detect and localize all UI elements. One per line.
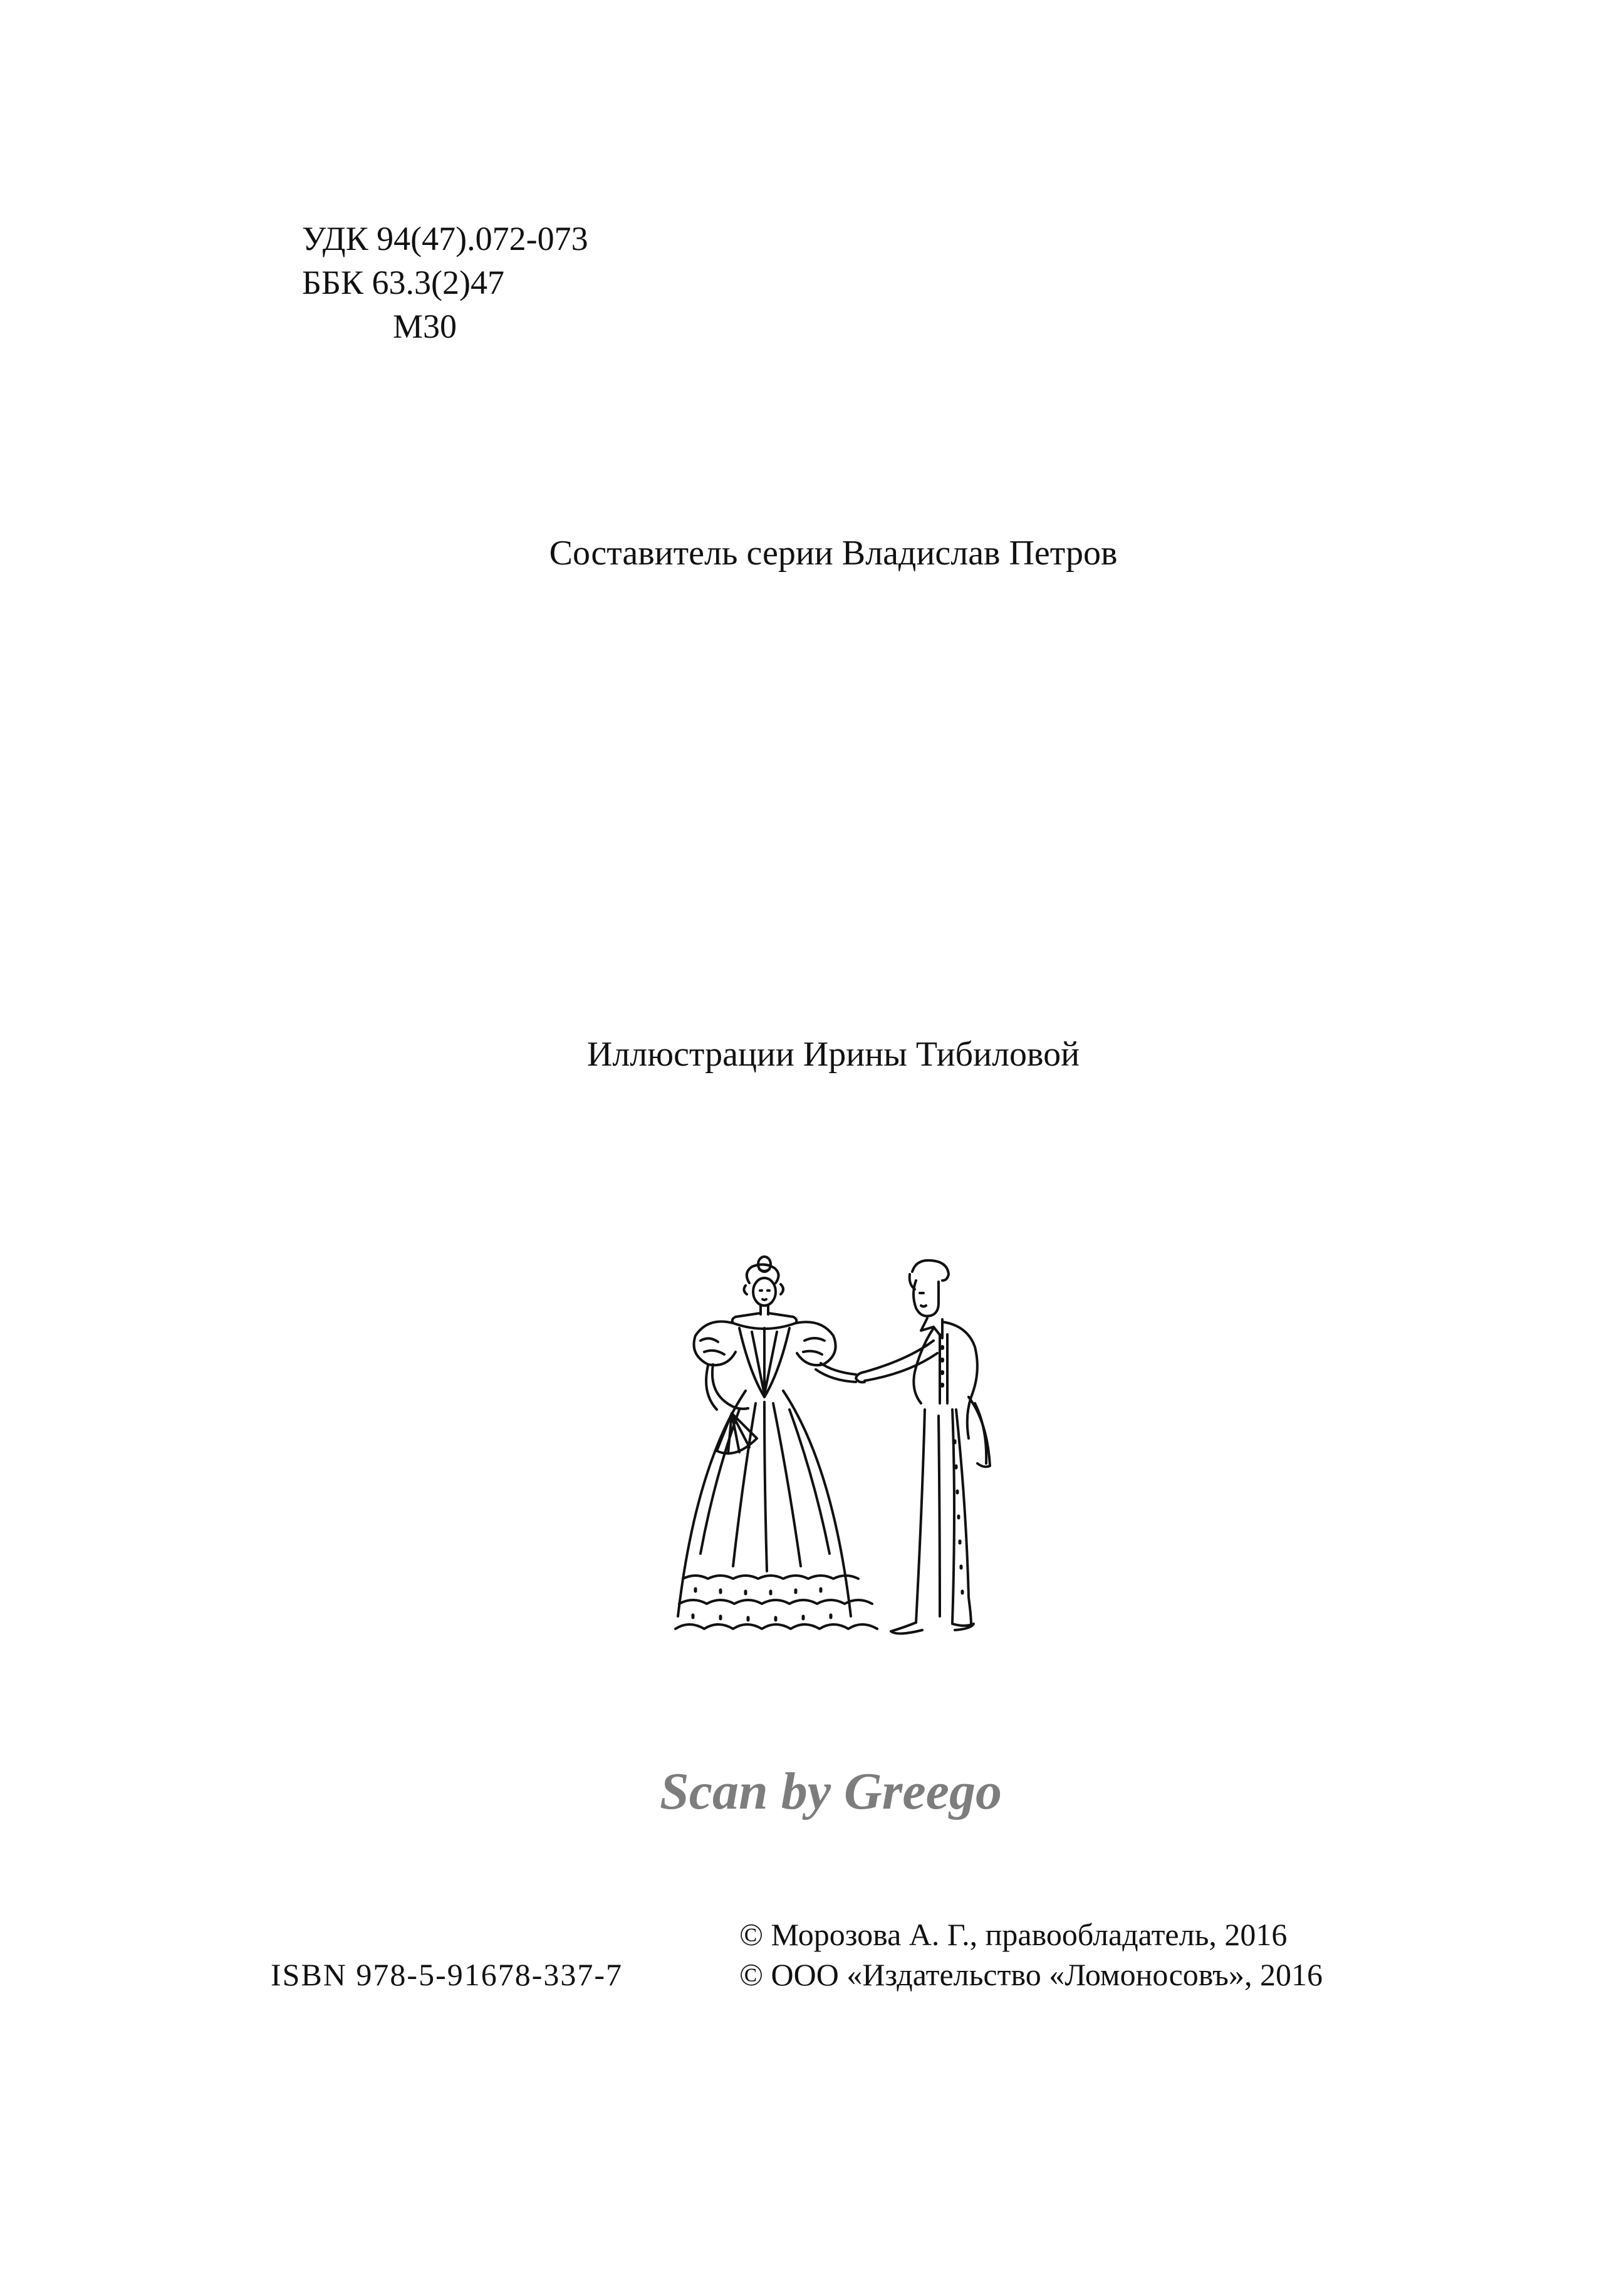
lady-figure xyxy=(675,1257,877,1629)
illustrations-credit-line xyxy=(0,1032,1624,1076)
udk-code: УДК 94(47).072-073 xyxy=(302,220,588,257)
scan-credit-text: Scan by Greego xyxy=(660,1762,1002,1821)
author-sign-code: М30 xyxy=(393,308,457,345)
series-compiler-text: Составитель серии Владислав Петров xyxy=(549,534,1118,573)
copyright-line-author: © Морозова А. Г., правообладатель, 2016 xyxy=(739,1917,1288,1952)
copyright-block xyxy=(739,1914,1323,1995)
dancing-couple-illustration xyxy=(639,1253,1028,1654)
copyright-line-publisher: © ООО «Издательство «Ломоносовъ», 2016 xyxy=(739,1957,1323,1992)
bibliographic-codes xyxy=(302,217,588,348)
isbn-number: ISBN 978-5-91678-337-7 xyxy=(271,1957,623,1992)
scan-credit-line xyxy=(0,1760,1624,1823)
bbk-code: ББК 63.3(2)47 xyxy=(302,264,504,301)
illustrations-credit-text: Иллюстрации Ирины Тибиловой xyxy=(586,1035,1080,1074)
series-compiler-line xyxy=(0,531,1624,575)
gentleman-figure xyxy=(856,1260,990,1634)
